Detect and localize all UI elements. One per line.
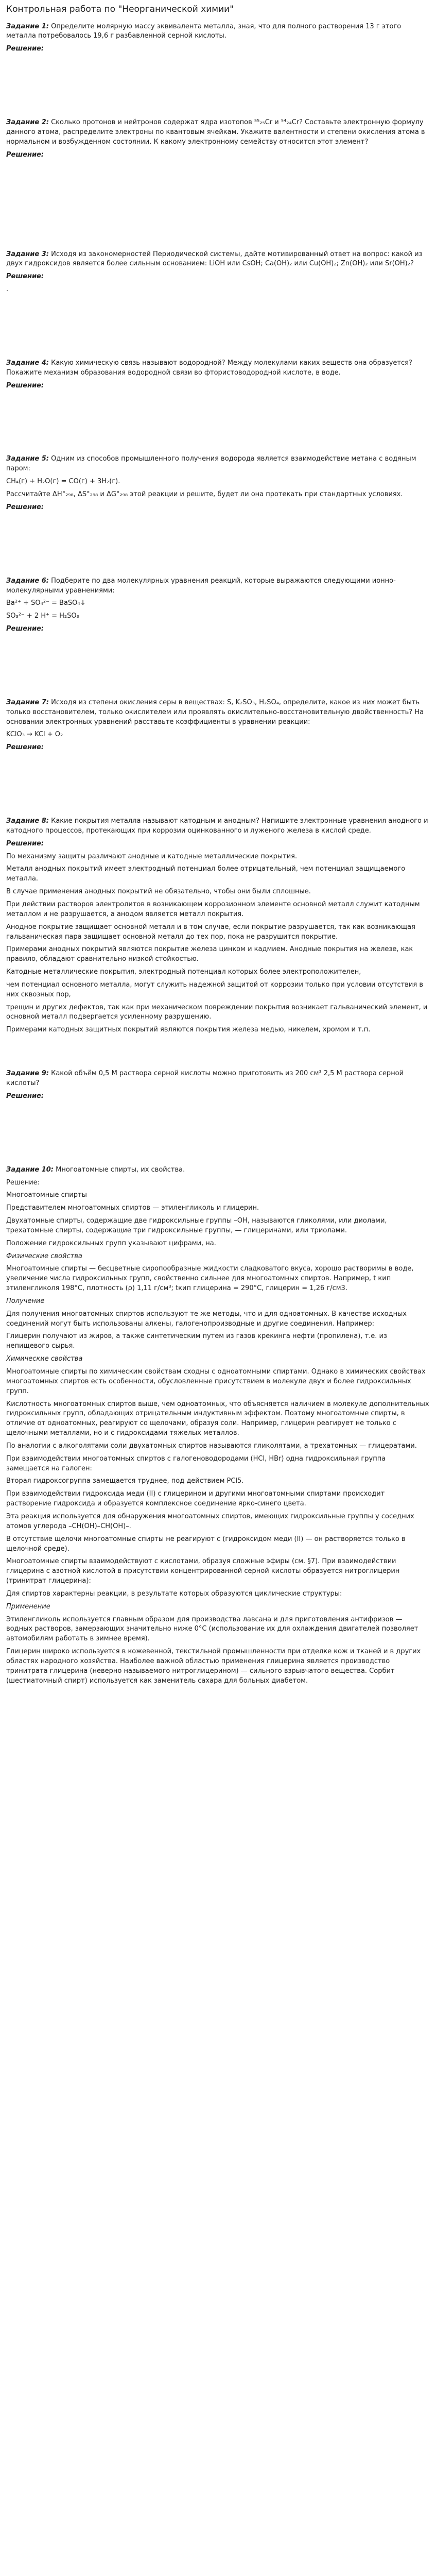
solution-label: Решение: [6, 150, 44, 159]
spacer [6, 298, 430, 359]
body-paragraph: При взаимодействии гидроксида меди (II) с глицерином и другими многоатомными спиртами происходит растворение гидроксида и образуется комплексное соединение ярко-синего цвета. [6, 1490, 385, 1508]
body-paragraph: Кислотность многоатомных спиртов выше, чем одноатомных, что объясняется наличием в молекуле дополнительных гидроксильных групп, обладающих отрицательным индуктивным эффектом. Поэтому многоатомные спирты, в отличие от одноатомных, реагируют со щелочами, образуя соли. Например, глицерин реагирует не только с щелочными металлами, но и с гидроксидами тяжелых металлов. [6, 1400, 429, 1437]
task-2 [6, 118, 430, 160]
spacer [6, 516, 430, 577]
task-3 [6, 250, 430, 295]
task-2-text [6, 118, 430, 147]
task-question: Исходя из закономерностей Периодической системы, дайте мотивированный ответ на вопрос: какой из двух гидроксидов является более сильным основанием: LiOH или CsOH; Ca(OH)₂ или Cu(OH)₂; Zn(OH)₂ или Sr(OH)₂? [6, 250, 423, 268]
task-10-text [6, 1165, 430, 1175]
task-5-equation: CH₄(г) + H₂O(г) = CO(г) + 3H₂(г). [6, 478, 120, 486]
task-question: Сколько протонов и нейтронов содержат ядра изотопов ⁵⁵₂₅Cr и ⁵⁴₂₄Cr? Составьте электронную формулу данного атома, распределите электроны по квантовым ячейкам. Укажите валентности и степени окисления атома в нормальном и возбужденном состоянии. К какому электронному семейству относится этот элемент? [6, 118, 425, 146]
section-heading: Получение [6, 1297, 45, 1305]
body-paragraph: Глицерин получают из жиров, а также синтетическим путем из газов крекинга нефти (пропилена), т.е. из непищевого сырья. [6, 1332, 387, 1350]
body-paragraph: Вторая гидроксогруппа замещается труднее, под действием PCl5. [6, 1477, 244, 1485]
task-1 [6, 22, 430, 55]
task-label: Задание 1: [6, 22, 49, 30]
section-heading: Применение [6, 1602, 50, 1611]
task-8-paragraph: трещин и других дефектов, так как при механическом повреждении покрытия возникает гальванический элемент, и основной металл подвергается усиленному разрушению. [6, 1003, 428, 1021]
task-label: Задание 3: [6, 250, 49, 258]
task-7-equation: KClO₃ → KCl + O₂ [6, 731, 63, 739]
spacer [6, 1105, 430, 1165]
task-8-paragraph: Примерами катодных защитных покрытий являются покрытия железа медью, никелем, хромом и т.п. [6, 1026, 371, 1034]
task-7 [6, 698, 430, 753]
task-question: Многоатомные спирты, их свойства. [54, 1165, 185, 1174]
task-8-paragraph: В случае применения анодных покрытий не обязательно, чтобы они были сплошные. [6, 888, 311, 896]
task-8-paragraph: Примерами анодных покрытий являются покрытие железа цинком и кадмием. Анодные покрытия на железе, как правило, обладают сравнительно низкой стойкостью. [6, 945, 413, 963]
solution-label: Решение: [6, 45, 44, 53]
body-paragraph: Для спиртов характерны реакции, в результате которых образуются циклические структуры: [6, 1589, 342, 1598]
task-8-paragraph: чем потенциал основного металла, могут служить надежной защитой от коррозии только при условии отсутствия в них сквозных пор, [6, 980, 423, 998]
body-paragraph: Многоатомные спирты [6, 1191, 87, 1199]
task-8 [6, 817, 430, 1035]
solution-label: Решение: [6, 839, 44, 848]
task-8-paragraph: По механизму защиты различают анодные и катодные металлические покрытия. [6, 852, 298, 860]
body-paragraph: Для получения многоатомных спиртов используют те же методы, что и для одноатомных. В качестве исходных соединений могут быть использованы алкены, галогенопроизводные и другие соединения. Например: [6, 1310, 407, 1328]
body-paragraph: По аналогии с алкоголятами соли двухатомных спиртов называются гликолятами, а трехатомных — глицератами. [6, 1442, 417, 1450]
task-5-text [6, 454, 430, 474]
spacer [6, 394, 430, 454]
task-5-text-2: Рассчитайте ΔH°₂₉₈, ΔS°₂₉₈ и ΔG°₂₉₈ этой реакции и решите, будет ли она протекать при стандартных условиях. [6, 490, 403, 498]
body-paragraph: Представителем многоатомных спиртов — этиленгликоль и глицерин. [6, 1204, 259, 1212]
task-question: Исходя из степени окисления серы в веществах: S, K₂SO₃, H₂SO₄, определите, какое из них может быть только восстановителем, только окислителем или проявлять окислительно-восстановительную двойственность? На основании электронных уравнений расставьте коэффициенты в уравнении реакции: [6, 698, 424, 726]
task-3-text [6, 250, 430, 269]
task-label: Задание 4: [6, 359, 49, 367]
task-label: Задание 8: [6, 817, 49, 825]
task-label: Задание 7: [6, 698, 49, 706]
task-label: Задание 6: [6, 577, 49, 585]
spacer [6, 1038, 430, 1069]
task-5 [6, 454, 430, 512]
task-10 [6, 1165, 430, 1686]
body-paragraph: Многоатомные спирты по химическим свойствам сходны с одноатомными спиртами. Однако в химических свойствах многоатомных спиртов есть особенности, обусловленные присутствием в молекуле двух и более гидроксильных групп. [6, 1368, 426, 1395]
task-8-paragraph: Анодное покрытие защищает основной металл и в том случае, если покрытие разрушается, так как возникающая гальваническая пара защищает основной металл до тех пор, пока не разрушится покрытие. [6, 923, 415, 941]
solution-label: Решение: [6, 381, 44, 389]
task-question: Какой объём 0,5 М раствора серной кислоты можно приготовить из 200 см³ 2,5 М раствора серной кислоты? [6, 1070, 404, 1087]
spacer [6, 57, 430, 118]
page-title: Контрольная работа по "Неорганической химии" [6, 4, 234, 14]
task-6-equation-2: SO₃²⁻ + 2 H⁺ = H₂SO₃ [6, 612, 79, 620]
task-9-text [6, 1069, 430, 1089]
task-question: Какую химическую связь называют водородной? Между молекулами каких веществ она образуется? Покажите механизм образования водородной связи во фтористоводородной кислоте, в воде. [6, 359, 412, 377]
body-paragraph: Многоатомные спирты взаимодействуют с кислотами, образуя сложные эфиры (см. §7). При взаимодействии глицерина с азотной кислотой в присутствии концентрированной серной кислоты образуется нитроглицерин (тринитрат глицерина): [6, 1557, 400, 1585]
solution-label: Решение: [6, 503, 44, 511]
task-label: Задание 9: [6, 1070, 49, 1078]
solution-label: Решение: [6, 743, 44, 752]
body-paragraph: Решение: [6, 1178, 40, 1187]
spacer [6, 163, 430, 224]
spacer [6, 756, 430, 817]
body-paragraph: Двухатомные спирты, содержащие две гидроксильные группы –OH, называются гликолями, или диолами, трехатомные спирты, содержащие три гидроксильные группы, — глицеринами, или триолами. [6, 1217, 387, 1234]
task-1-text [6, 22, 430, 42]
spacer [6, 637, 430, 698]
task-8-paragraph: Катодные металлические покрытия, электродный потенциал которых более электроположителен, [6, 968, 361, 976]
solution-label: Решение: [6, 1092, 44, 1100]
task-4 [6, 359, 430, 391]
task-question: Одним из способов промышленного получения водорода является взаимодействие метана с водяным паром: [6, 455, 416, 473]
task-7-text [6, 698, 430, 727]
body-paragraph: Глицерин широко используется в кожевенной, текстильной промышленности при отделке кож и тканей и в других областях народного хозяйства. Наиболее важной областью применения глицерина является производство тринитрата глицерина (неверно называемого нитроглицерином) — сильного взрывчатого вещества. Сорбит (шестиатомный спирт) используется как заменитель сахара для больных диабетом. [6, 1648, 421, 1685]
body-paragraph: В отсутствие щелочи многоатомные спирты не реагируют с (гидроксидом меди (II) — он растворяется только в щелочной среде). [6, 1535, 406, 1553]
task-question: Определите молярную массу эквивалента металла, зная, что для полного растворения 13 г этого металла потребовалось 19,6 г разбавленной серной кислоты. [6, 22, 402, 40]
task-6 [6, 577, 430, 634]
task-8-paragraph: При действии растворов электролитов в возникающем коррозионном элементе основной металл служит катодным металлом и не разрушается, а анодом является металл покрытия. [6, 901, 420, 918]
solution-label: Решение: [6, 273, 44, 281]
task-9 [6, 1069, 430, 1101]
task-label: Задание 5: [6, 455, 49, 463]
body-paragraph: При взаимодействии многоатомных спиртов с галогеноводородами (HCl, HBr) одна гидроксильная группа замещается на галоген: [6, 1454, 386, 1472]
task-question: Подберите по два молекулярных уравнения реакций, которые выражаются следующими ионно-молекулярными уравнениями: [6, 577, 396, 595]
task-label: Задание 2: [6, 118, 49, 127]
task-question: Какие покрытия металла называют катодным и анодным? Напишите электронные уравнения анодного и катодного процессов, протекающих при коррозии оцинкованного и луженого железа в кислой среде. [6, 817, 428, 835]
body-paragraph: Многоатомные спирты — бесцветные сиропообразные жидкости сладковатого вкуса, хорошо растворимы в воде, увеличение числа гидроксильных групп, свойственно сильнее для многоатомных спиртов. Например, t кип этиленгликоля 198°С, плотность (ρ) 1,11 г/см³; tкип глицерина = 290°С, глицерин = 1,26 г/см3. [6, 1265, 414, 1293]
task-8-text [6, 817, 430, 836]
body-paragraph: Эта реакция используется для обнаружения многоатомных спиртов, имеющих гидроксильные группы у соседних атомов углерода –CH(OH)–CH(OH)–. [6, 1512, 414, 1530]
section-heading: Физические свойства [6, 1252, 82, 1260]
solution-label: Решение: [6, 625, 44, 633]
task-6-text [6, 577, 430, 596]
section-heading: Химические свойства [6, 1355, 83, 1363]
task-label: Задание 10: [6, 1165, 54, 1174]
body-paragraph: Этиленгликоль используется главным образом для производства лавсана и для приготовления антифризов — водных растворов, замерзающих значительно ниже 0°С (использование их для охлаждения двигателей позволяет автомобилям работать в зимнее время). [6, 1615, 418, 1643]
task-6-equation-1: Ba²⁺ + SO₄²⁻ = BaSO₄↓ [6, 599, 86, 607]
task-3-mark: . [6, 285, 9, 294]
task-4-text [6, 359, 430, 378]
task-8-paragraph: Металл анодных покрытий имеет электродный потенциал более отрицательный, чем потенциал защищаемого металла. [6, 865, 406, 883]
task-10-body [6, 1178, 430, 1686]
body-paragraph: Положение гидроксильных групп указывают цифрами, на. [6, 1239, 216, 1247]
